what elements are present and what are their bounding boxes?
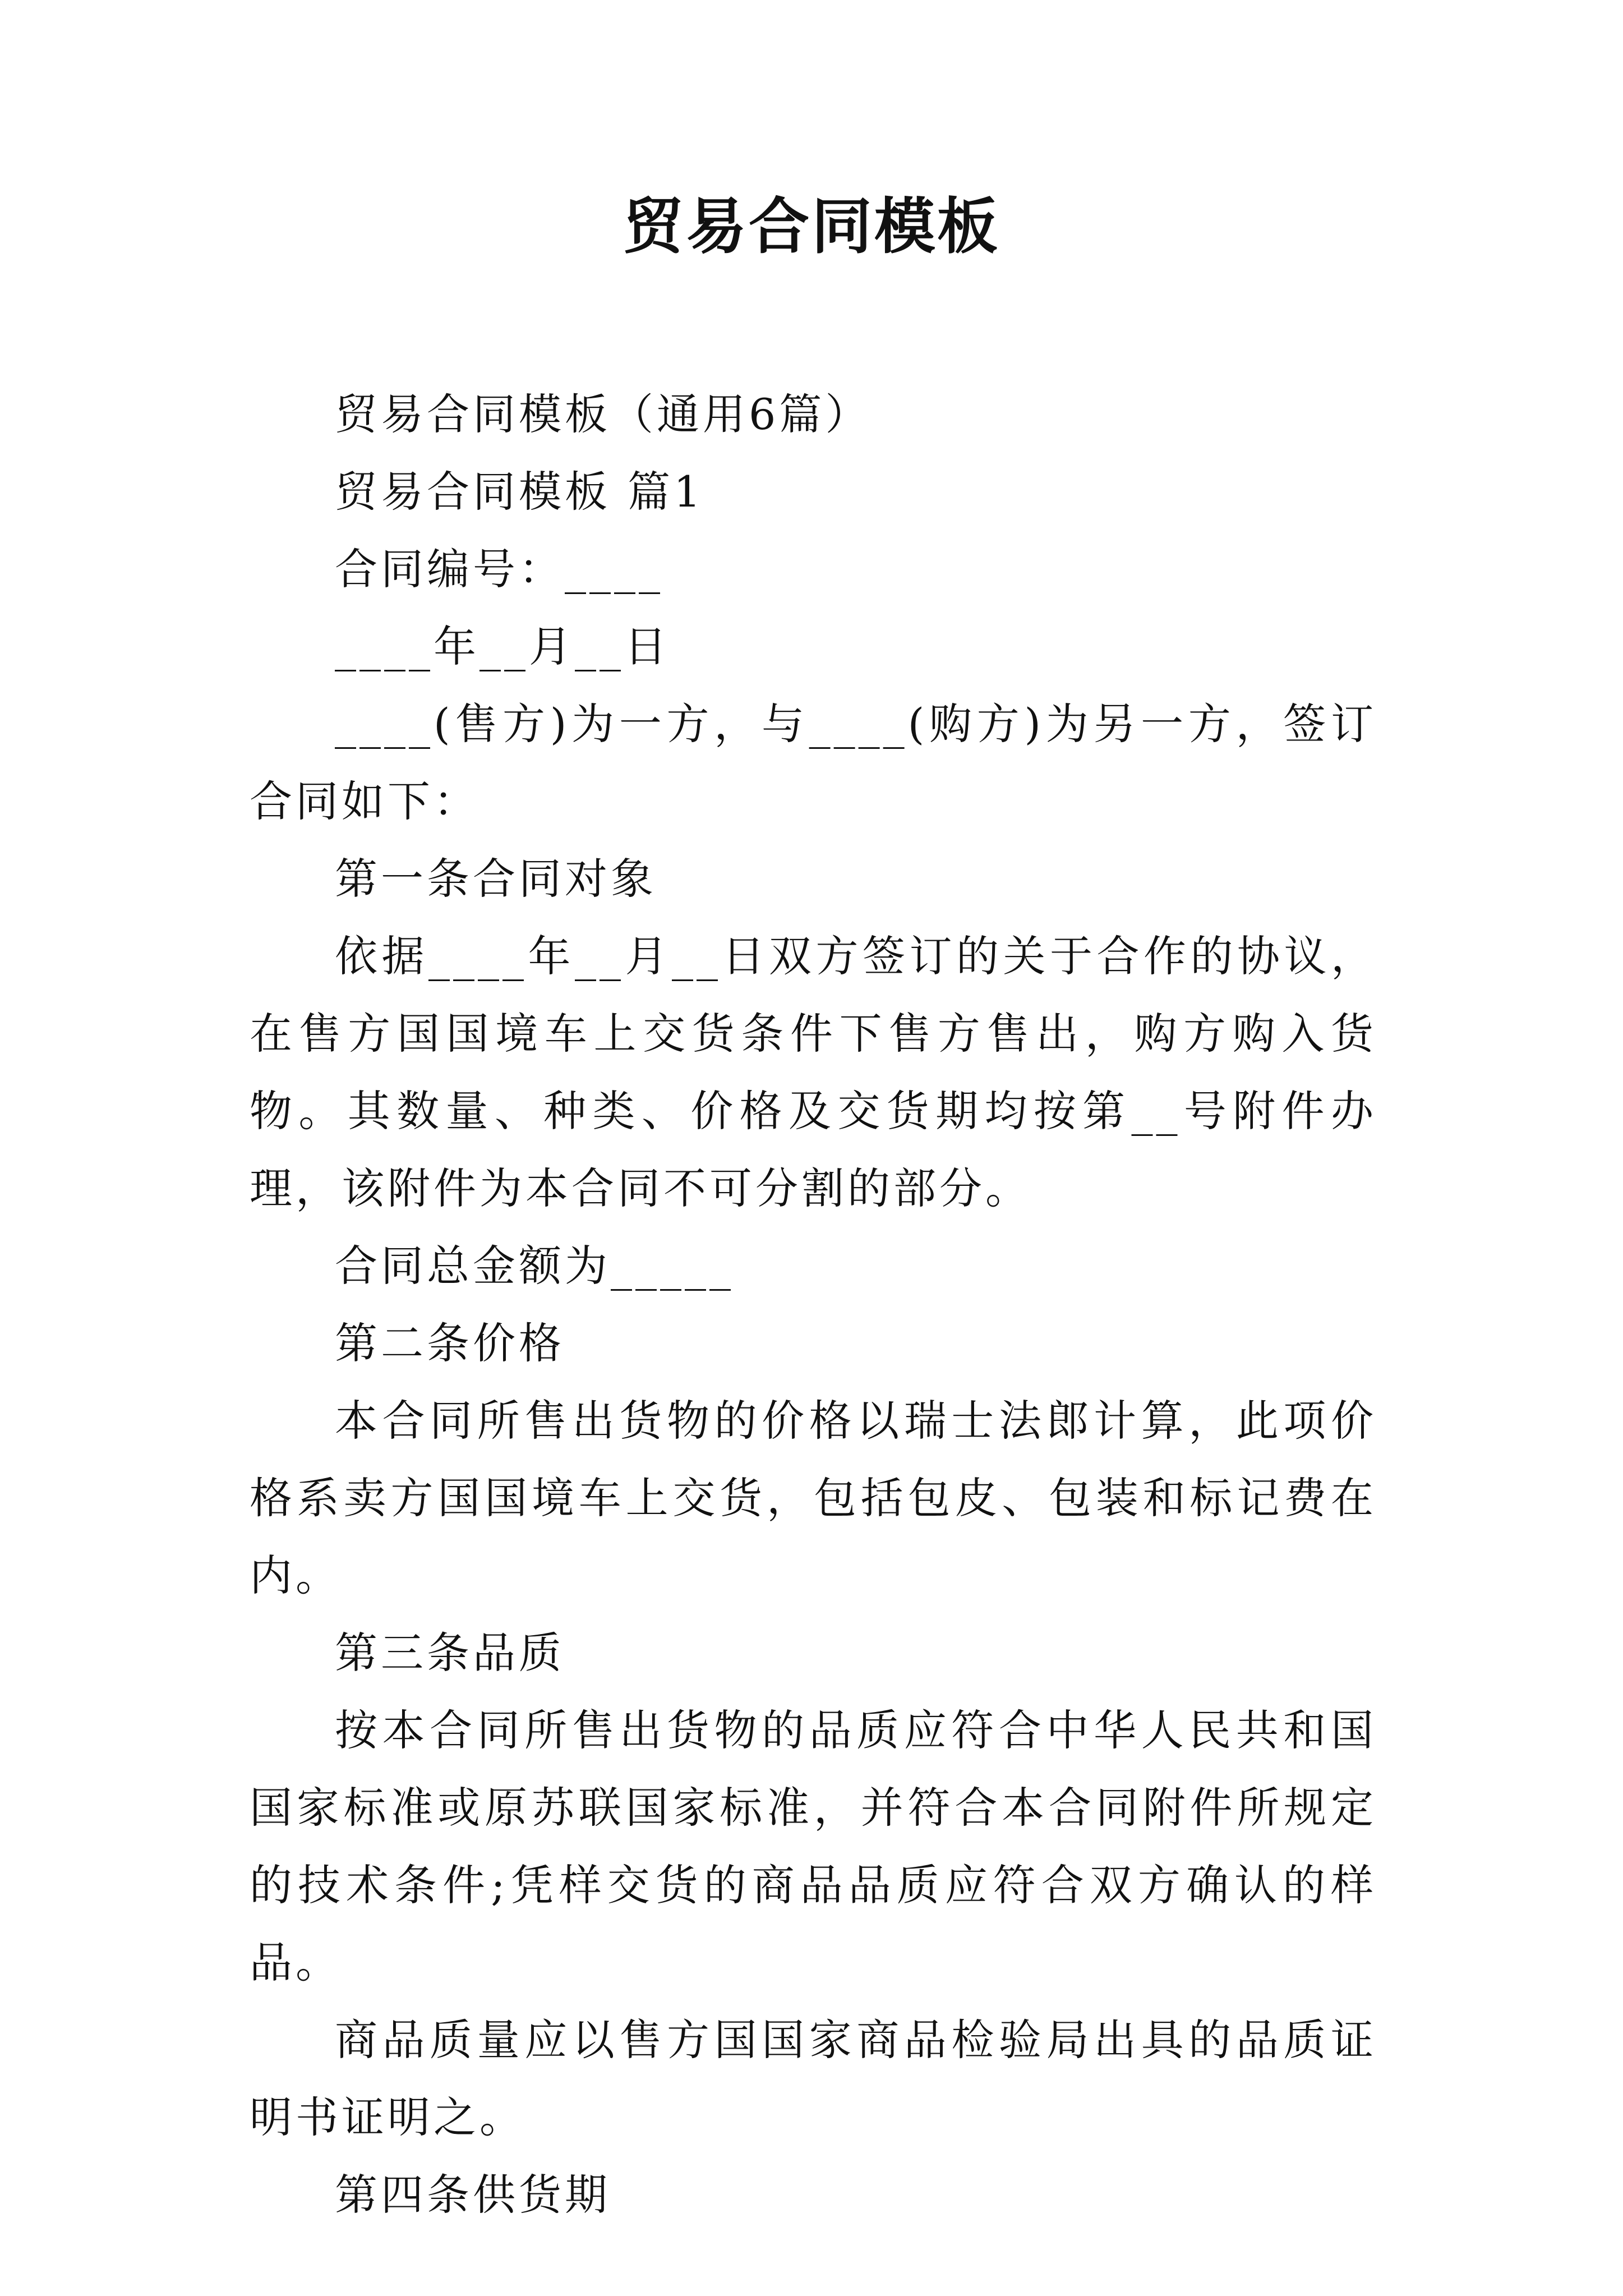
paragraph-contract-number: 合同编号：____ [335,544,663,594]
paragraph-subtitle: 贸易合同模板（通用6篇） [335,389,872,439]
paragraph-parties: ____(售方)为一方，与____(购方)为另一方，签订合同如下： [250,699,1377,826]
document-body [250,376,1377,2234]
paragraph-article-2-heading: 第二条价格 [335,1318,565,1368]
paragraph-article-3-body: 按本合同所售出货物的品质应符合中华人民共和国国家标准或原苏联国家标准，并符合本合同附件所规定的技术条件;凭样交货的商品品质应符合双方确认的样品。 [250,1705,1377,1987]
paragraph-article-4-heading: 第四条供货期 [335,2170,611,2220]
document-title: 贸易合同模板 [623,191,1000,262]
paragraph-article-1-heading: 第一条合同对象 [335,854,657,904]
paragraph-article-2-body: 本合同所售出货物的价格以瑞士法郎计算，此项价格系卖方国国境车上交货，包括包皮、包装和标记费在内。 [250,1396,1377,1600]
paragraph-article-3-heading: 第三条品质 [335,1628,565,1678]
paragraph-total-amount: 合同总金额为_____ [335,1241,734,1291]
paragraph-part-heading: 贸易合同模板 篇1 [335,467,704,517]
paragraph-article-1-body: 依据____年__月__日双方签订的关于合作的协议，在售方国国境车上交货条件下售方售出，购方购入货物。其数量、种类、价格及交货期均按第__号附件办理，该附件为本合同不可分割的部分。 [250,931,1377,1213]
paragraph-date: ____年__月__日 [335,622,670,671]
paragraph-article-3-inspection: 商品质量应以售方国国家商品检验局出具的品质证明书证明之。 [250,2015,1377,2142]
